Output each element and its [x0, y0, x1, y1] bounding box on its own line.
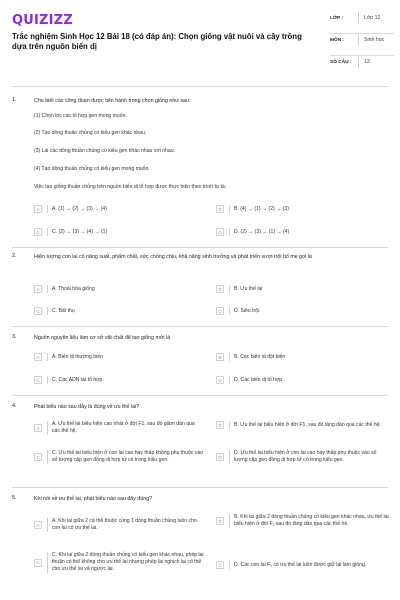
meta-row-subject: [330, 34, 394, 56]
question-text: Hiện tượng con lai có năng suất, phẩm chất, sức chống chịu, khả năng sinh trưởng và phát triển vượt trội bố mẹ gọi là: [34, 254, 312, 260]
question-text: Khi nói về ưu thế lai, phát biểu nào sau đây đúng?: [34, 496, 153, 502]
meta-label: MÔN :: [330, 38, 345, 43]
option-letter: A: [34, 353, 42, 361]
option-text: A. Ưu thế lai biểu hiện cao nhất ở đời F1, sau đó giảm dần qua các thế hệ.: [52, 421, 195, 434]
question-divider: [12, 395, 388, 396]
option-letter: A: [34, 205, 42, 213]
option-letter: D: [216, 228, 224, 236]
question-divider: [12, 326, 388, 327]
statement: (3) Lai các dòng thuần chủng có kiểu gen khác nhau với nhau.: [34, 148, 175, 154]
meta-value: 13: [358, 56, 394, 68]
option-a[interactable]: [34, 421, 204, 435]
option-a[interactable]: [34, 353, 204, 361]
option-c[interactable]: [34, 450, 204, 464]
option-d[interactable]: [216, 561, 391, 569]
option-letter: B: [216, 285, 224, 293]
meta-label: LỚP :: [330, 16, 344, 21]
option-a[interactable]: [34, 518, 204, 532]
option-text: D. Siêu trội: [234, 307, 260, 314]
meta-row-class: [330, 12, 394, 34]
option-letter: D: [216, 376, 224, 384]
question-divider: [12, 487, 388, 488]
option-text: A. (1) → (2) → (3) → (4): [52, 205, 107, 212]
question-number: 3.: [12, 334, 17, 340]
option-letter: D: [216, 561, 224, 569]
option-d[interactable]: [216, 376, 391, 384]
meta-value: Sinh học: [358, 34, 394, 46]
question-number: 4.: [12, 403, 17, 409]
option-text: C. Các ADN tái tổ hợp: [52, 376, 103, 383]
quizizz-logo: [12, 12, 73, 28]
question-number: 5.: [12, 495, 17, 501]
option-text: A. Biến dị thường biến: [52, 353, 103, 360]
option-b[interactable]: [216, 353, 391, 361]
meta-row-count: [330, 56, 394, 78]
option-d[interactable]: [216, 228, 391, 236]
option-letter: C: [34, 307, 42, 315]
meta-box: [330, 12, 394, 78]
option-text: B. Ưu thế lai biểu hiện ở đời F1, sau đó tăng dần qua các thế hệ.: [234, 421, 381, 428]
statement: (1) Chọn lọc các tổ hợp gen mong muốn.: [34, 113, 127, 119]
statement: Việc tạo giống thuần chủng trên nguồn biến dị tổ hợp được thực hiện theo trình tự là:: [34, 184, 227, 190]
option-d[interactable]: [216, 450, 391, 464]
option-text: C. (2) → (3) → (4) → (1): [52, 228, 108, 235]
option-text: B. Khi lai giữa 2 dòng thuần chủng có kiểu gen khác nhau, ưu thế lai biểu hiện ở đời F₁ sau đó tăng dần qua các thế hệ.: [234, 514, 389, 527]
option-c[interactable]: [34, 376, 204, 384]
option-text: C. Khi lai giữa 2 dòng thuần chủng có kiểu gen khác nhau, phép lai thuận có thể không cho ưu thế lai nhưng phép lai nghịch lại có thể cho ưu thế lai và ngược lại.: [52, 552, 204, 572]
option-text: A. Thoái hóa giống: [52, 285, 95, 292]
option-d[interactable]: [216, 307, 391, 315]
option-letter: B: [216, 353, 224, 361]
question-number: 2.: [12, 253, 17, 259]
option-text: C. Ưu thế lai biểu hiện ở con lai cao hay thấp không phụ thuộc vào số lượng cặp gen đồng dị hợp tử có trong kiểu gen.: [52, 450, 203, 463]
option-letter: B: [216, 205, 224, 213]
option-letter: B: [216, 517, 224, 525]
option-letter: C: [34, 559, 42, 567]
option-letter: C: [34, 228, 42, 236]
page-title: Trắc nghiệm Sinh Học 12 Bài 18 (có đáp án): Chọn giống vật nuôi và cây trồng dựa trên nguồn biến dị: [12, 32, 302, 51]
option-text: B. (4) → (1) → (2) → (3): [234, 205, 289, 212]
option-c[interactable]: [34, 552, 204, 573]
question-text: Nguồn nguyên liệu làm cơ sở vật chất để tạo giống mới là: [34, 335, 171, 341]
question-divider: [12, 247, 388, 248]
option-text: B. Các biến dị đột biến: [234, 353, 286, 360]
meta-label: SỐ CÂU :: [330, 60, 352, 65]
option-text: B. Ưu thế lai: [234, 285, 263, 292]
header-divider: [12, 86, 388, 87]
option-letter: D: [216, 307, 224, 315]
option-letter: A: [34, 285, 42, 293]
option-text: D. Ưu thế lai biểu hiện ở con lai cao hay thấp phụ thuộc vào số lượng cặp gen đồng dị hợp tử có trong kiểu gen.: [234, 450, 377, 463]
option-letter: D: [216, 453, 224, 461]
option-text: D. Các biến dị tổ hợp: [234, 376, 283, 383]
option-letter: C: [34, 376, 42, 384]
brand-name: QUIZIZZ: [12, 12, 73, 28]
option-b[interactable]: [216, 514, 391, 528]
option-b[interactable]: [216, 205, 391, 213]
option-a[interactable]: [34, 285, 204, 293]
question-text: Cho biết các công đoạn được tiến hành trong chọn giống như sau:: [34, 98, 191, 104]
meta-value: Lớp 12: [358, 12, 394, 24]
option-text: D. (2) → (3) → (1) → (4): [234, 228, 290, 235]
statement: (2) Tạo dòng thuần chủng có kiểu gen khác nhau.: [34, 130, 147, 136]
option-b[interactable]: [216, 285, 391, 293]
option-text: D. Các con lai F₁ có ưu thế lai luôn được giữ lại làm giống.: [234, 561, 367, 568]
question-number: 1.: [12, 97, 17, 103]
question-text: Phát biểu nào sau đây là đúng về ưu thế lai?: [34, 404, 140, 410]
option-letter: A: [34, 521, 42, 529]
option-letter: B: [216, 421, 224, 429]
option-text: C. Bất thụ: [52, 307, 75, 314]
option-c[interactable]: [34, 307, 204, 315]
statement: (4) Tạo dòng thuần chủng có kiểu gen mong muốn.: [34, 166, 150, 172]
option-a[interactable]: [34, 205, 204, 213]
option-b[interactable]: [216, 421, 391, 429]
option-letter: C: [34, 453, 42, 461]
option-text: A. Khi lai giữa 2 cá thể thuộc cùng 1 dòng thuần chủng luôn cho con lai có ưu thế lai.: [52, 518, 197, 531]
option-c[interactable]: [34, 228, 204, 236]
option-letter: A: [34, 424, 42, 432]
